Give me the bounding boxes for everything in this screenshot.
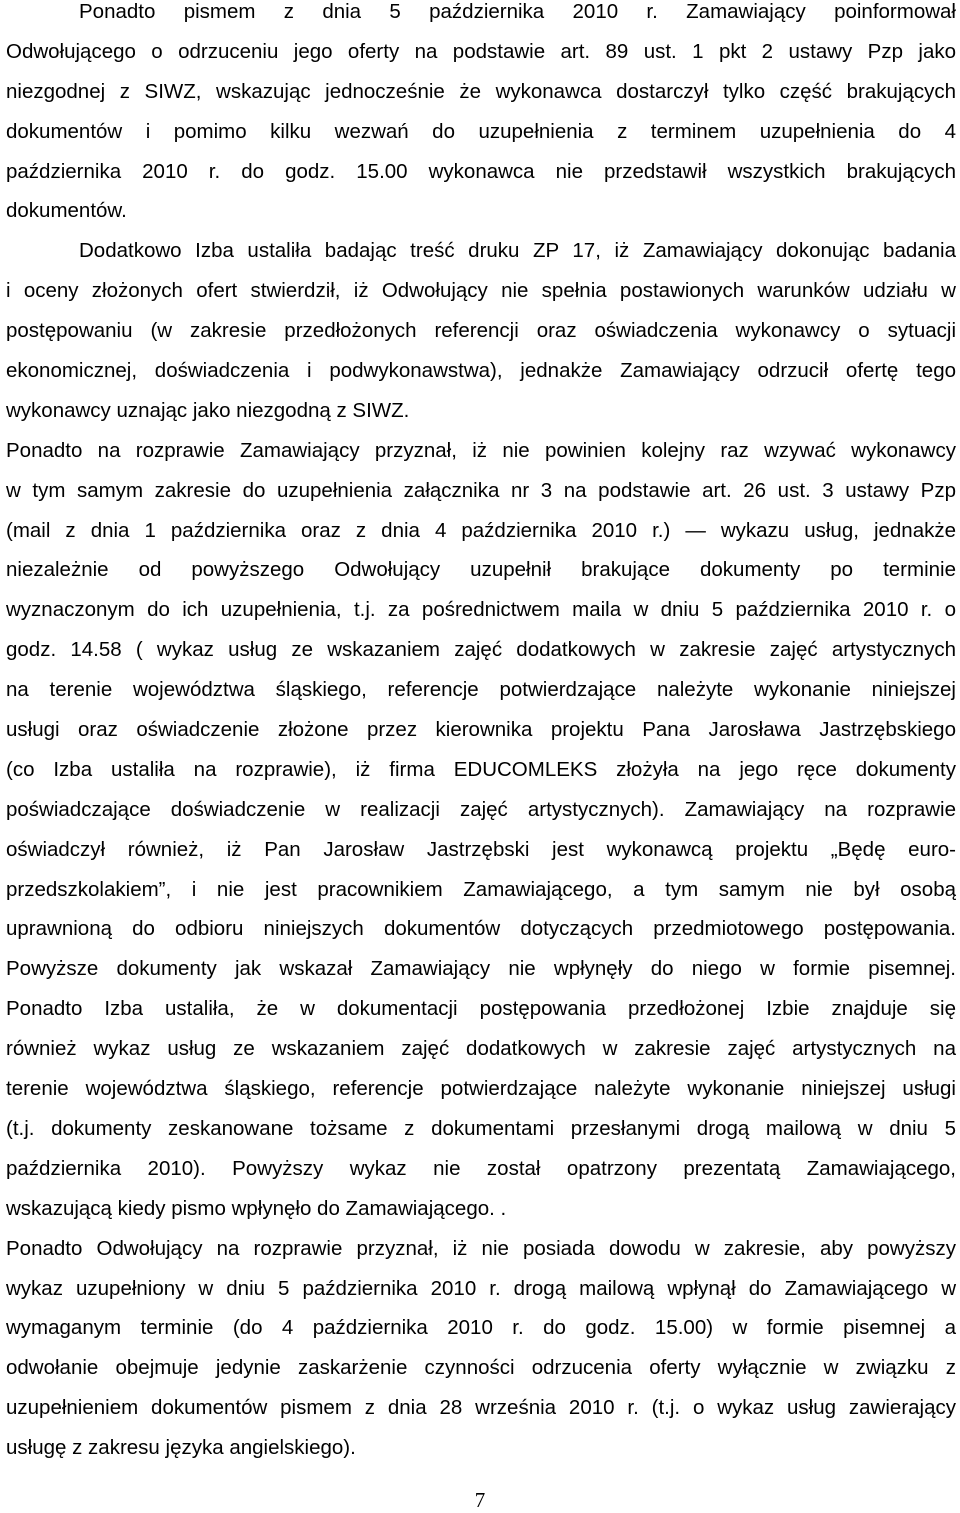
text-line: Odwołującego o odrzuceniu jego oferty na podstawie art. 89 ust. 1 pkt 2 ustawy Pzp jako	[6, 39, 956, 63]
text-line: niezależnie od powyższego Odwołujący uzupełnił brakujące dokumenty po terminie	[6, 558, 956, 582]
text-line: na terenie województwa śląskiego, referencje potwierdzające należyte wykonanie niniejszej	[6, 678, 956, 702]
text-line: dokumentów.	[6, 199, 127, 223]
text-line: Dodatkowo Izba ustaliła badając treść druku ZP 17, iż Zamawiający dokonując badania	[79, 239, 956, 263]
text-line: Powyższe dokumenty jak wskazał Zamawiający nie wpłynęły do niego w formie pisemnej.	[6, 957, 956, 981]
text-line: niezgodnej z SIWZ, wskazując jednocześnie że wykonawca dostarczył tylko część brakujących	[6, 79, 956, 103]
text-line: Ponadto pismem z dnia 5 października 2010 r. Zamawiający poinformował	[79, 0, 956, 23]
text-line: wskazującą kiedy pismo wpłynęło do Zamawiającego. .	[6, 1196, 507, 1220]
text-line: wymaganym terminie (do 4 października 2010 r. do godz. 15.00) w formie pisemnej a	[6, 1316, 956, 1340]
text-line: wykaz uzupełniony w dniu 5 października 2010 r. drogą mailową wpłynął do Zamawiającego w	[6, 1276, 956, 1300]
text-line: usługi oraz oświadczenie złożone przez kierownika projektu Pana Jarosława Jastrzębskiego	[6, 718, 956, 742]
text-line: również wykaz usług ze wskazaniem zajęć dodatkowych w zakresie zajęć artystycznych na	[6, 1037, 956, 1061]
text-line: przedszkolakiem”, i nie jest pracownikiem Zamawiającego, a tym samym nie był osobą	[6, 877, 956, 901]
text-line: usługę z zakresu języka angielskiego).	[6, 1436, 356, 1460]
text-line: w tym samym zakresie do uzupełnienia załącznika nr 3 na podstawie art. 26 ust. 3 ustawy Pzp	[6, 478, 956, 502]
text-line: dokumentów i pomimo kilku wezwań do uzupełnienia z terminem uzupełnienia do 4	[6, 119, 956, 143]
text-line: i oceny złożonych ofert stwierdził, iż Odwołujący nie spełnia postawionych warunków udziału w	[6, 279, 956, 303]
text-line: (t.j. dokumenty zeskanowane tożsame z dokumentami przesłanymi drogą mailową w dniu 5	[6, 1116, 956, 1140]
text-line: godz. 14.58 ( wykaz usług ze wskazaniem zajęć dodatkowych w zakresie zajęć artystycznych	[6, 638, 956, 662]
text-line: terenie województwa śląskiego, referencje potwierdzające należyte wykonanie niniejszej usługi	[6, 1077, 956, 1101]
text-line: wykonawcy uznając jako niezgodną z SIWZ.	[6, 398, 410, 422]
text-line: (co Izba ustaliła na rozprawie), iż firma EDUCOMLEKS złożyła na jego ręce dokumenty	[6, 757, 956, 781]
text-line: Ponadto na rozprawie Zamawiający przyznał, iż nie powinien kolejny raz wzywać wykonawcy	[6, 438, 956, 462]
text-line: października 2010 r. do godz. 15.00 wykonawca nie przedstawił wszystkich brakujących	[6, 159, 956, 183]
text-line: (mail z dnia 1 października oraz z dnia 4 października 2010 r.) — wykazu usług, jednakże	[6, 518, 956, 542]
text-line: Ponadto Izba ustaliła, że w dokumentacji postępowania przedłożonej Izbie znajduje się	[6, 997, 956, 1021]
text-line: poświadczające doświadczenie w realizacji zajęć artystycznych). Zamawiający na rozprawie	[6, 797, 956, 821]
text-line: postępowaniu (w zakresie przedłożonych referencji oraz oświadczenia wykonawcy o sytuacji	[6, 319, 956, 343]
page-number: 7	[474, 1488, 486, 1512]
text-line: Ponadto Odwołujący na rozprawie przyznał, iż nie posiada dowodu w zakresie, aby powyższy	[6, 1236, 956, 1260]
text-line: odwołanie obejmuje jedynie zaskarżenie czynności odrzucenia oferty wyłącznie w związku z	[6, 1356, 956, 1380]
text-line: wyznaczonym do ich uzupełnienia, t.j. za pośrednictwem maila w dniu 5 października 2010 r. o	[6, 598, 956, 622]
text-line: uzupełnieniem dokumentów pismem z dnia 28 września 2010 r. (t.j. o wykaz usług zawierający	[6, 1396, 956, 1420]
text-line: października 2010). Powyższy wykaz nie został opatrzony prezentatą Zamawiającego,	[6, 1156, 956, 1180]
document-page	[6, 0, 956, 1468]
document-body	[6, 0, 956, 1468]
text-line: ekonomicznej, doświadczenia i podwykonawstwa), jednakże Zamawiający odrzucił ofertę tego	[6, 359, 956, 383]
text-line: uprawnioną do odbioru niniejszych dokumentów dotyczących przedmiotowego postępowania.	[6, 917, 956, 941]
text-line: oświadczył również, iż Pan Jarosław Jastrzębski jest wykonawcą projektu „Będę euro-	[6, 837, 956, 861]
